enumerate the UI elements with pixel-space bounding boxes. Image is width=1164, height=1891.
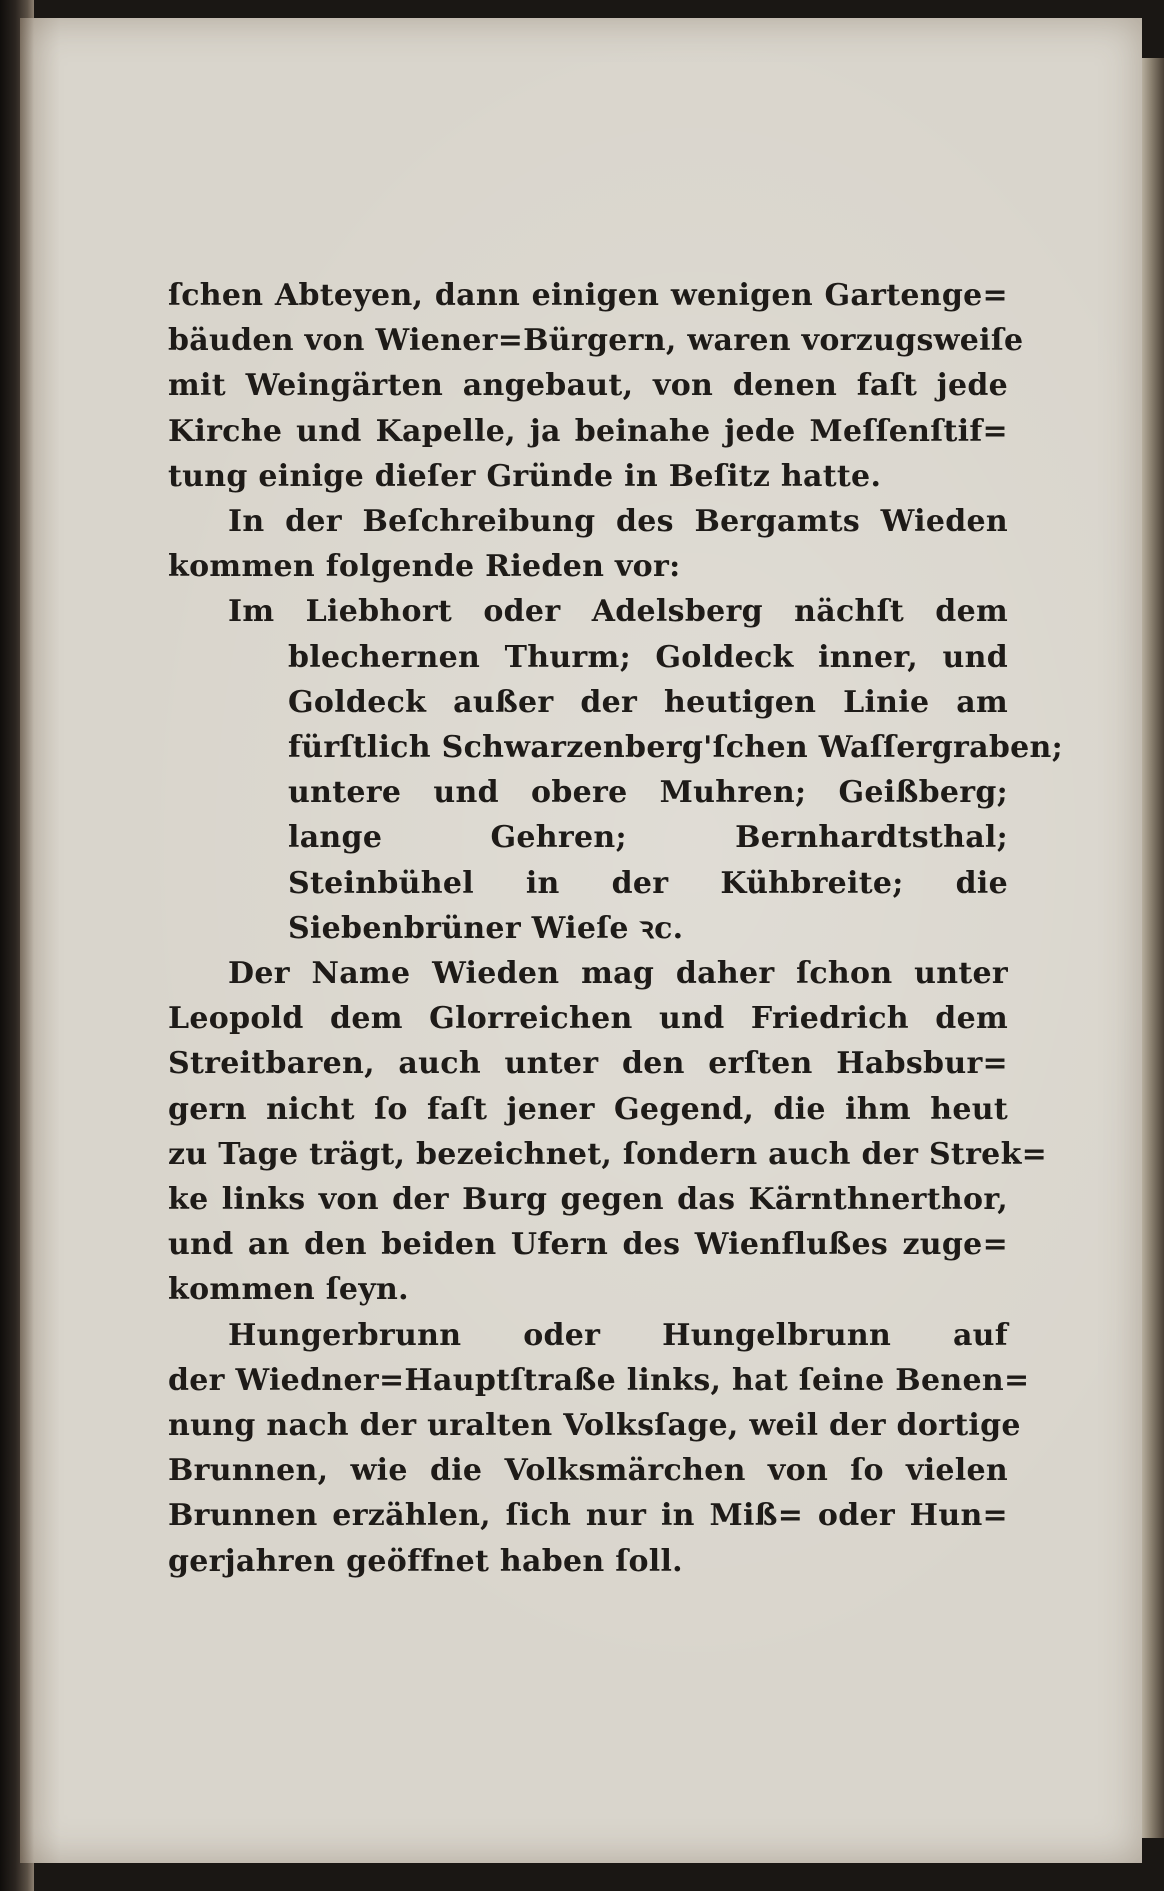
text-line: und an den beiden Ufern des Wienflußes zuge= — [168, 1227, 1008, 1263]
text-line: Kirche und Kapelle, ja beinahe jede Meſſenſtif= — [168, 413, 1008, 449]
text-line: tung einige dieſer Gründe in Beſitz hatte. — [168, 458, 882, 494]
paragraph — [168, 499, 1008, 589]
text-line: blechernen Thurm; Goldeck inner, und — [288, 639, 1008, 675]
text-line: Brunnen, wie die Volksmärchen von ſo vielen — [168, 1453, 1008, 1489]
text-line: Siebenbrüner Wieſe ꝛc. — [288, 910, 684, 946]
text-line: Streitbaren, auch unter den erſten Habsbur= — [168, 1046, 1008, 1082]
text-line: lange Gehren; Bernhardtsthal; — [288, 820, 1008, 856]
text-line: ke links von der Burg gegen das Kärnthnerthor, — [168, 1182, 1008, 1218]
paragraph — [168, 589, 1063, 951]
text-line: nung nach der uralten Volksſage, weil der dortige — [168, 1408, 1021, 1444]
paragraph — [168, 951, 1048, 1313]
text-line: fürſtlich Schwarzenberg'ſchen Waſſergraben; — [288, 730, 1063, 766]
text-line: Goldeck außer der heutigen Linie am — [288, 684, 1008, 720]
text-line: In der Beſchreibung des Bergamts Wieden — [228, 504, 1008, 540]
page-gutter-shadow — [20, 18, 34, 1863]
text-line: zu Tage trägt, bezeichnet, ſondern auch der Strek= — [168, 1136, 1048, 1172]
text-line: mit Weingärten angebaut, von denen faſt jede — [168, 368, 1008, 404]
text-line: untere und obere Muhren; Geißberg; — [288, 775, 1008, 811]
text-line: bäuden von Wiener=Bürgern, waren vorzugsweiſe — [168, 323, 1024, 359]
text-line: Leopold dem Glorreichen und Friedrich dem — [168, 1001, 1008, 1037]
text-line: gerjahren geöffnet haben ſoll. — [168, 1543, 683, 1579]
book-page — [20, 18, 1142, 1863]
text-line: Hungerbrunn oder Hungelbrunn auf — [228, 1317, 1008, 1353]
text-line: kommen ſeyn. — [168, 1272, 409, 1308]
text-line: Steinbühel in der Kühbreite; die — [288, 865, 1008, 901]
page-stack-edge — [1142, 58, 1164, 1838]
text-line: Brunnen erzählen, ſich nur in Miß= oder Hun= — [168, 1498, 1008, 1534]
paragraph — [168, 1313, 1030, 1584]
text-line: kommen folgende Rieden vor: — [168, 549, 681, 585]
text-line: ſchen Abteyen, dann einigen wenigen Gartenge= — [168, 278, 1008, 313]
text-line: gern nicht ſo faſt jener Gegend, die ihm heut — [168, 1091, 1008, 1127]
paragraph — [168, 273, 1024, 499]
page-text — [168, 273, 1063, 1584]
text-line: Im Liebhort oder Adelsberg nächſt dem — [228, 594, 1008, 630]
text-line: der Wiedner=Hauptſtraße links, hat ſeine Benen= — [168, 1362, 1030, 1398]
text-line: Der Name Wieden mag daher ſchon unter — [228, 956, 1008, 992]
